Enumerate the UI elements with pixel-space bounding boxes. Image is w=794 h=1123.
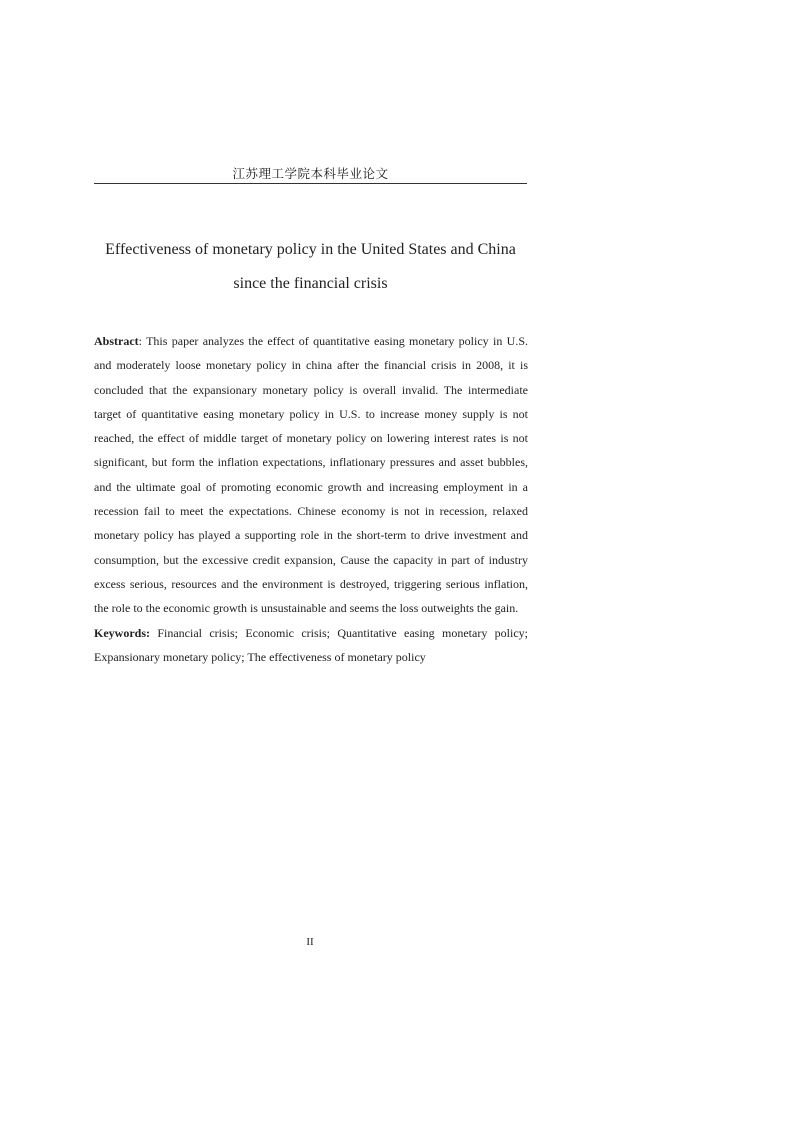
paper-title-line-1: Effectiveness of monetary policy in the United States and China xyxy=(105,241,516,258)
abstract-text: : This paper analyzes the effect of quantitative easing monetary policy in U.S. and moderately loose monetary policy in china after the financial crisis in 2008, it is concluded that the expansionary monetary policy is overall invalid. The intermediate target of quantitative easing monetary policy in U.S. to increase money supply is not reached, the effect of middle target of monetary policy on lowering interest rates is not significant, but form the inflation expectations, inflationary pressures and asset bubbles, and the ultimate goal of promoting economic growth and increasing employment in a recession fail to meet the expectations. Chinese economy is not in recession, relaxed monetary policy has played a supporting role in the short-term to drive investment and consumption, but the excessive credit expansion, Cause the capacity in part of industry excess serious, resources and the environment is destroyed, triggering serious inflation, the role to the economic growth is unsustainable and seems the loss outweights the gain. xyxy=(94,334,528,616)
keywords-label: Keywords: xyxy=(94,625,150,640)
abstract-label: Abstract xyxy=(94,334,139,348)
header-rule xyxy=(94,183,527,184)
abstract-paragraph xyxy=(94,329,528,621)
abstract-section xyxy=(94,329,528,669)
paper-title-line-2: since the financial crisis xyxy=(233,275,388,292)
running-header: 江苏理工学院本科毕业论文 xyxy=(232,166,389,181)
keywords-paragraph xyxy=(94,621,528,670)
paper-title xyxy=(94,233,527,301)
page-number: II xyxy=(306,936,314,948)
keywords-text: Financial crisis; Economic crisis; Quantitative easing monetary policy; Expansionary monetary policy; The effectiveness of monetary policy xyxy=(94,625,528,664)
